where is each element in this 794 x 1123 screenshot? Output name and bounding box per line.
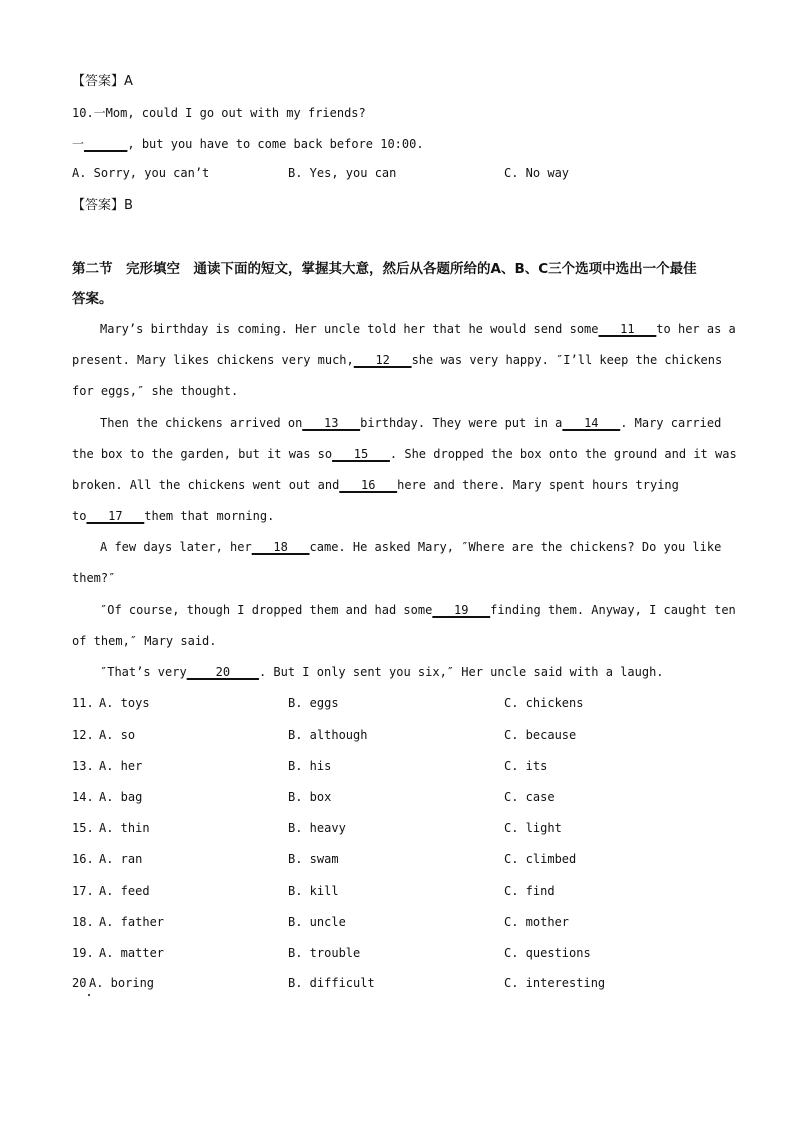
- option-b: B. swam: [288, 852, 339, 866]
- option-number: 12.: [72, 728, 94, 742]
- option-number: 14.: [72, 790, 94, 804]
- q10-option-a: A. Sorry, you can’t: [72, 166, 210, 180]
- passage-line: [100, 322, 736, 336]
- option-number: 19.: [72, 946, 94, 960]
- option-number: 13.: [72, 759, 94, 773]
- passage-text: the box to the garden, but it was so: [72, 447, 333, 461]
- q9-answer: 【答案】A: [72, 74, 133, 89]
- option-c: C. because: [504, 728, 577, 742]
- passage-text: Then the chickens arrived on: [100, 416, 303, 430]
- option-c: C. mother: [504, 915, 570, 929]
- passage-text: here and there. Mary spent hours trying: [397, 478, 679, 492]
- option-a: A. so: [99, 728, 136, 742]
- option-a: A. bag: [99, 790, 143, 804]
- option-c: C. case: [504, 790, 555, 804]
- passage-line: [72, 447, 737, 461]
- q10-option-b: B. Yes, you can: [288, 166, 397, 180]
- option-a: A. ran: [99, 852, 143, 866]
- blank-12: ___12___: [353, 353, 412, 367]
- option-b: B. difficult: [288, 976, 375, 990]
- option-c: C. light: [504, 821, 562, 835]
- q10-blank: ______: [84, 137, 128, 151]
- option-b: B. although: [288, 728, 368, 742]
- passage-text: to: [72, 509, 87, 523]
- option-b: B. trouble: [288, 946, 361, 960]
- option-c: C. chickens: [504, 696, 584, 710]
- blank-19: ___19___: [432, 603, 491, 617]
- passage-line: [72, 478, 679, 492]
- option-b: B. box: [288, 790, 332, 804]
- option-b: B. his: [288, 759, 332, 773]
- passage-text: Mary’s birthday is coming. Her uncle told her that he would send some: [100, 322, 599, 336]
- option-a: A. her: [99, 759, 143, 773]
- passage-line: [100, 665, 664, 679]
- option-c: C. interesting: [504, 976, 606, 990]
- option-b: B. heavy: [288, 821, 346, 835]
- option-b: B. uncle: [288, 915, 346, 929]
- passage-text: ″Of course, though I dropped them and had some: [100, 603, 433, 617]
- option-number: 11.: [72, 696, 94, 710]
- passage-text: ″That’s very: [100, 665, 187, 679]
- option-c: C. climbed: [504, 852, 577, 866]
- passage-text: she was very happy. ″I’ll keep the chickens: [411, 353, 723, 367]
- blank-13: ___13___: [302, 416, 361, 430]
- q10-option-c: C. No way: [504, 166, 570, 180]
- passage-line: them?″: [72, 571, 116, 585]
- option-a: A. toys: [99, 696, 150, 710]
- option-c: C. its: [504, 759, 548, 773]
- passage-text: to her as a: [656, 322, 736, 336]
- q10-question: 10.一Mom, could I go out with my friends?: [72, 106, 366, 120]
- passage-line: of them,″ Mary said.: [72, 634, 217, 648]
- option-c: C. find: [504, 884, 555, 898]
- passage-line: for eggs,″ she thought.: [72, 384, 239, 398]
- option-number: 16.: [72, 852, 94, 866]
- q10-reply-dash: 一: [72, 137, 85, 151]
- blank-15: ___15___: [332, 447, 390, 461]
- passage-text: them that morning.: [144, 509, 275, 523]
- passage-line: [72, 509, 274, 523]
- blank-17: ___17___: [86, 509, 145, 523]
- passage-text: finding them. Anyway, I caught ten: [490, 603, 736, 617]
- option-a: A. father: [99, 915, 165, 929]
- blank-16: ___16___: [339, 478, 398, 492]
- blank-20: ____20____: [186, 665, 259, 679]
- blank-14: ___14___: [562, 416, 621, 430]
- section-heading-line2: 答案。: [72, 291, 113, 307]
- passage-text: broken. All the chickens went out and: [72, 478, 340, 492]
- option-number: 20: [72, 976, 87, 990]
- passage-line: [100, 416, 721, 430]
- passage-text: . She dropped the box onto the ground and it was: [389, 447, 737, 461]
- passage-text: birthday. They were put in a: [360, 416, 563, 430]
- passage-text: . But I only sent you six,″ Her uncle said with a laugh.: [258, 665, 664, 679]
- option-c: C. questions: [504, 946, 591, 960]
- passage-text: . Mary carried: [620, 416, 722, 430]
- q10-reply-rest: , but you have to come back before 10:00.: [127, 137, 424, 151]
- option-b: B. eggs: [288, 696, 339, 710]
- blank-11: ___11___: [598, 322, 657, 336]
- option-b: B. kill: [288, 884, 339, 898]
- blank-18: ___18___: [251, 540, 310, 554]
- q10-reply: [72, 135, 424, 152]
- option-a: A. thin: [99, 821, 150, 835]
- stray-dot: [88, 994, 90, 996]
- q10-answer: 【答案】B: [72, 198, 133, 213]
- passage-text: came. He asked Mary, ″Where are the chickens? Do you like: [309, 540, 722, 554]
- option-number: 17.: [72, 884, 94, 898]
- option-number: 15.: [72, 821, 94, 835]
- passage-line: [72, 353, 722, 367]
- passage-text: A few days later, her: [100, 540, 252, 554]
- option-number: 18.: [72, 915, 94, 929]
- option-a: A. boring: [89, 976, 155, 990]
- passage-text: present. Mary likes chickens very much,: [72, 353, 354, 367]
- option-a: A. feed: [99, 884, 150, 898]
- passage-line: [100, 540, 721, 554]
- option-a: A. matter: [99, 946, 165, 960]
- passage-line: [100, 603, 736, 617]
- section-heading-line1: 第二节 完形填空 通读下面的短文，掌握其大意，然后从各题所给的A、B、C三个选项中选出一个最佳: [72, 261, 697, 277]
